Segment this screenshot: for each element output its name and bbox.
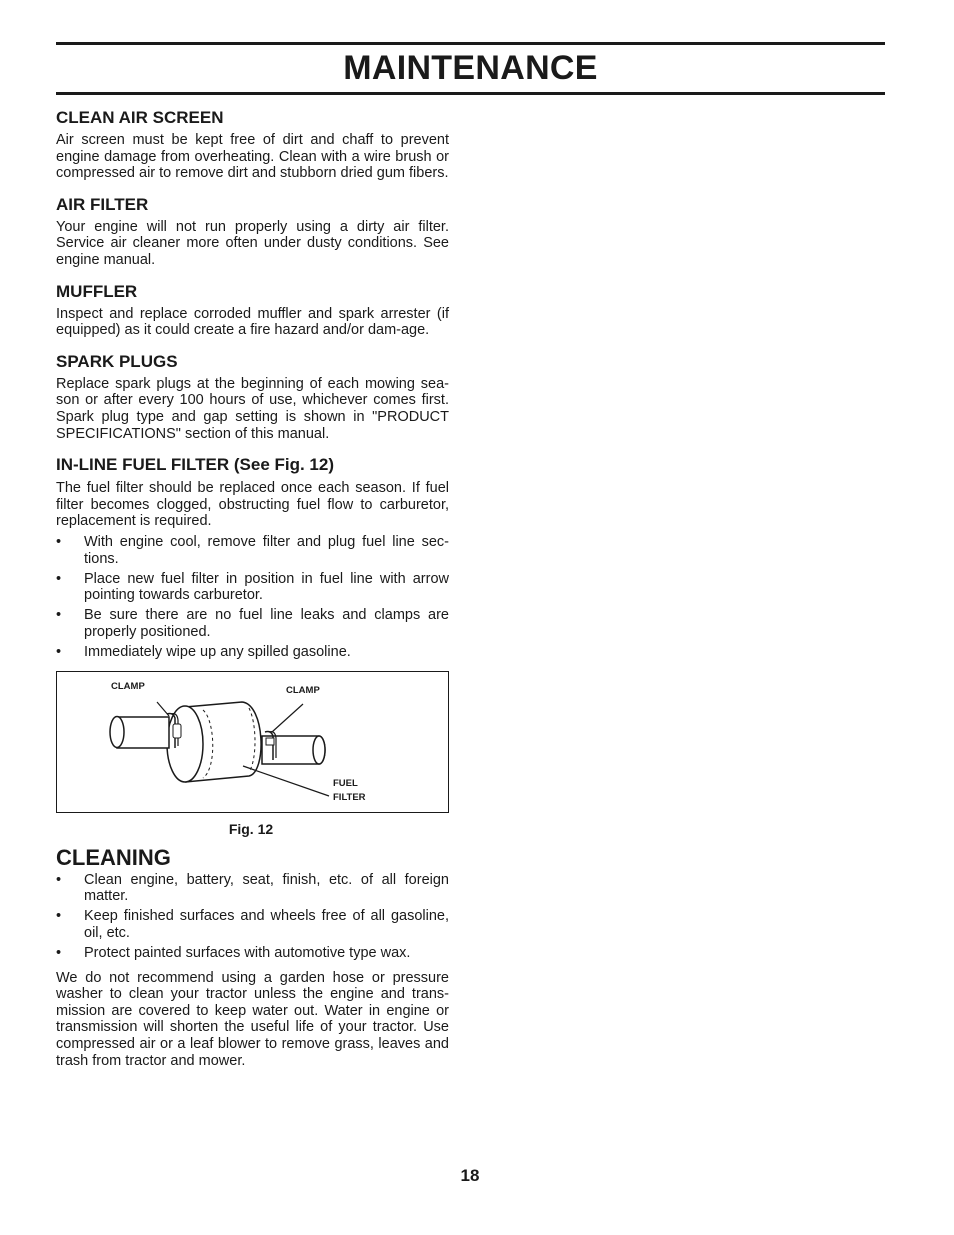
list-item: • Clean engine, battery, seat, finish, etc. of all foreign matter. bbox=[56, 872, 449, 905]
section-heading: AIR FILTER bbox=[56, 194, 149, 214]
page-number: 18 bbox=[460, 1166, 480, 1185]
page-title: MAINTENANCE bbox=[343, 49, 598, 87]
section-muffler bbox=[56, 282, 449, 339]
figure-caption: Fig. 12 bbox=[228, 820, 274, 837]
cleaning-heading: CLEANING bbox=[56, 844, 171, 870]
section-body: The fuel filter should be replaced once each season. If fuel filter becomes clogged, obstructing fuel flow to carburetor, replacement is required. bbox=[56, 480, 449, 530]
list-item: • Place new fuel filter in position in fuel line with arrow pointing towards carburetor. bbox=[56, 571, 449, 604]
section-body: Air screen must be kept free of dirt and chaff to prevent engine damage from overheating. Clean with a wire brush or compressed air to remove dirt and stubborn dried gum fibers. bbox=[56, 132, 449, 182]
clamp-label-left: CLAMP bbox=[111, 680, 145, 692]
list-item: • With engine cool, remove filter and plug fuel line sec-tions. bbox=[56, 534, 449, 567]
list-item: • Immediately wipe up any spilled gasoline. bbox=[56, 644, 449, 661]
cleaning-body: We do not recommend using a garden hose or pressure washer to clean your tractor unless the engine and trans-mission are covered to keep water out. Water in engine or transmission will shorten the useful life of your tractor. Use compressed air or a leaf blower to remove grass, leaves and trash from tractor and mower. bbox=[56, 969, 449, 1069]
filter-body bbox=[167, 702, 261, 782]
fuel-filter-figure bbox=[56, 671, 449, 813]
section-heading: SPARK PLUGS bbox=[56, 351, 178, 371]
header-rule-bottom bbox=[56, 92, 885, 95]
section-inline-fuel-filter bbox=[56, 455, 449, 660]
section-body: Replace spark plugs at the beginning of each mowing sea-son or after every 100 hours of use, whichever comes first. Spark plug type and gap setting is shown in "PRODUCT SPECIFICATIONS" section of this manual. bbox=[56, 375, 449, 442]
fuel-filter-steps bbox=[56, 534, 449, 661]
section-air-filter bbox=[56, 195, 449, 269]
section-heading: CLEAN AIR SCREEN bbox=[56, 108, 224, 127]
section-spark-plugs bbox=[56, 352, 449, 442]
fuel-filter-illustration bbox=[57, 672, 448, 812]
fuel-filter-label-line2: FILTER bbox=[333, 791, 366, 803]
section-heading: IN-LINE FUEL FILTER (See Fig. 12) bbox=[56, 455, 335, 475]
cleaning-list bbox=[56, 872, 449, 962]
section-body: Inspect and replace corroded muffler and spark arrester (if equipped) as it could create a fire hazard and/or dam-age. bbox=[56, 305, 449, 339]
list-item: • Protect painted surfaces with automotive type wax. bbox=[56, 945, 449, 962]
section-cleaning bbox=[56, 846, 449, 1070]
left-column bbox=[56, 108, 449, 1069]
fuel-filter-label-line1: FUEL bbox=[333, 777, 358, 789]
fuel-line-left bbox=[110, 716, 169, 748]
fuel-filter-leader bbox=[243, 766, 329, 796]
section-heading: MUFFLER bbox=[56, 281, 138, 301]
section-body: Your engine will not run properly using a dirty air filter. Service air cleaner more often under dusty conditions. See engine manual. bbox=[56, 218, 449, 268]
section-clean-air-screen bbox=[56, 108, 449, 182]
list-item: • Be sure there are no fuel line leaks and clamps are properly positioned. bbox=[56, 607, 449, 640]
list-item: • Keep finished surfaces and wheels free of all gasoline, oil, etc. bbox=[56, 908, 449, 941]
clamp-label-right: CLAMP bbox=[286, 684, 320, 696]
